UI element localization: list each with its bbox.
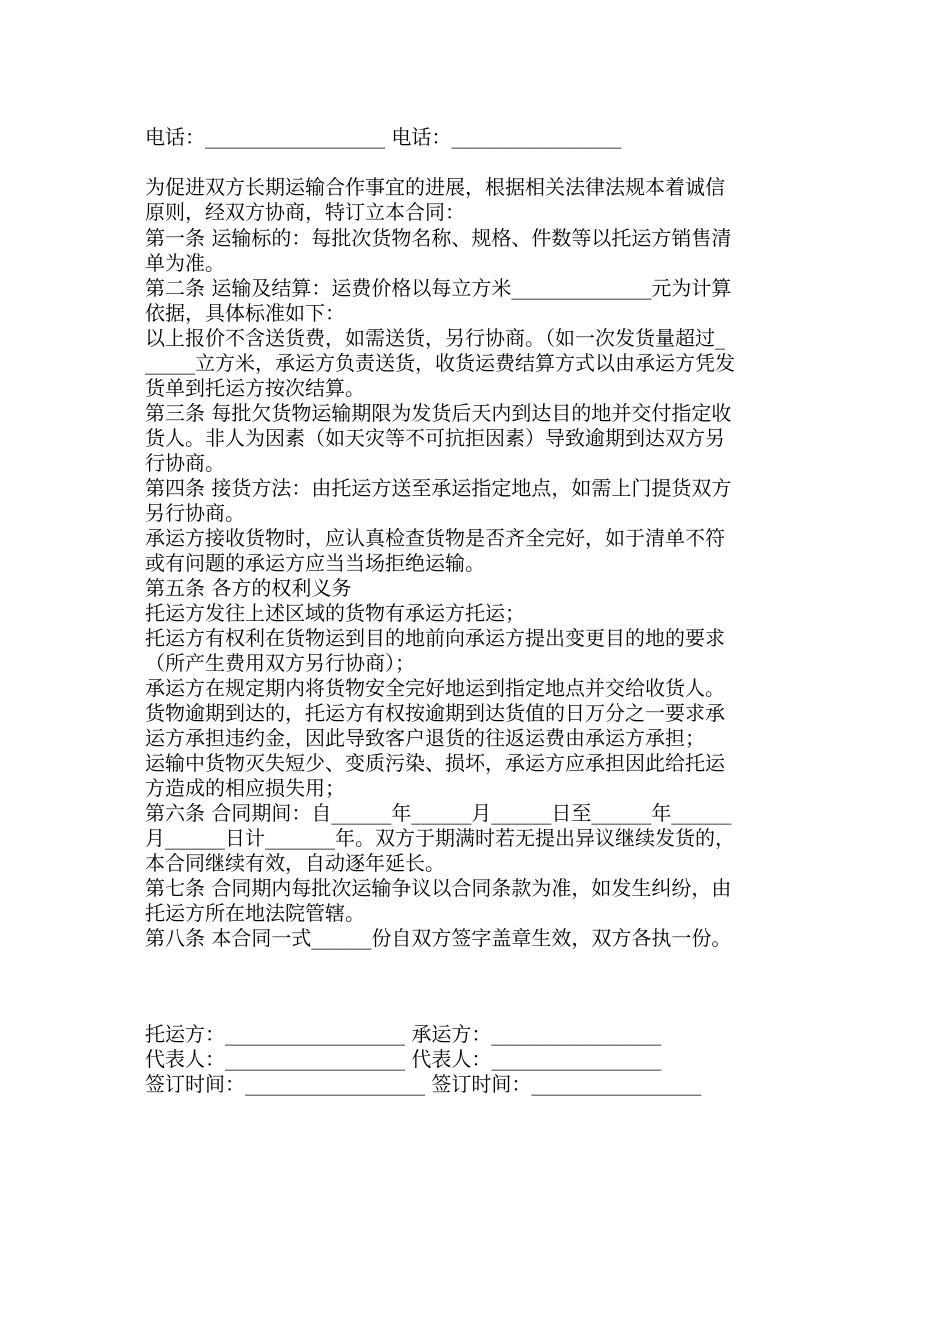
body-line: 货物逾期到达的，托运方有权按逾期到达货值的日万分之一要求承 [145, 701, 725, 725]
signature-line-representative: 代表人：__________________ 代表人：_________________ [145, 1047, 662, 1071]
body-line: 为促进双方长期运输合作事宜的进展，根据相关法律法规本着诚信 [145, 175, 725, 199]
body-line: 以上报价不含送货费，如需送货，另行协商。（如一次发货量超过_ [145, 326, 725, 350]
body-line: 承运方接收货物时，应认真检查货物是否齐全完好，如于清单不符 [145, 526, 725, 550]
header-phone-line: 电话：__________________ 电话：_________________ [145, 125, 622, 149]
body-line: 承运方在规定期内将货物安全完好地运到指定地点并交给收货人。 [145, 676, 725, 700]
body-line: 行协商。 [145, 451, 225, 475]
body-line: 托运方发往上述区域的货物有承运方托运； [145, 601, 525, 625]
body-line: 依据，具体标准如下： [145, 301, 345, 325]
body-line: 货人。非人为因素（如天灾等不可抗拒因素）导致逾期到达双方另 [145, 426, 725, 450]
body-line: 第三条 每批欠货物运输期限为发货后天内到达目的地并交付指定收 [145, 401, 732, 425]
body-line: 或有问题的承运方应当当场拒绝运输。 [145, 551, 485, 575]
body-line: 第一条 运输标的：每批次货物名称、规格、件数等以托运方销售清 [145, 226, 732, 250]
body-line: 单为准。 [145, 251, 225, 275]
body-line: 原则，经双方协商，特订立本合同： [145, 200, 465, 224]
body-line: 第四条 接货方法：由托运方送至承运指定地点，如需上门提货双方 [145, 476, 732, 500]
body-line: 第五条 各方的权利义务 [145, 576, 352, 600]
body-line: _____立方米，承运方负责送货，收货运费结算方式以由承运方凭发 [145, 351, 735, 375]
body-line: 月______日计_______年。双方于期满时若无提出异议继续发货的， [145, 826, 735, 850]
body-line: 货单到托运方按次结算。 [145, 376, 365, 400]
body-line: （所产生费用双方另行协商）； [145, 651, 415, 675]
body-line: 运输中货物灭失短少、变质污染、损坏，承运方应承担因此给托运 [145, 751, 725, 775]
body-line: 第七条 合同期内每批次运输争议以合同条款为准，如发生纠纷，由 [145, 876, 732, 900]
body-line: 另行协商。 [145, 501, 245, 525]
signature-line-consignor: 托运方：__________________ 承运方：_________________ [145, 1022, 662, 1046]
body-line: 方造成的相应损失用； [145, 776, 345, 800]
signature-line-date: 签订时间：__________________ 签订时间：_________________ [145, 1072, 702, 1096]
body-line: 运方承担违约金，因此导致客户退货的往返运费由承运方承担； [145, 726, 705, 750]
body-line: 第八条 本合同一式______份自双方签字盖章生效，双方各执一份。 [145, 926, 732, 950]
body-line: 托运方有权利在货物运到目的地前向承运方提出变更目的地的要求 [145, 626, 725, 650]
body-line: 本合同继续有效，自动逐年延长。 [145, 851, 445, 875]
body-line: 第六条 合同期间：自______年______月______日至______年______ [145, 801, 732, 825]
body-line: 托运方所在地法院管辖。 [145, 901, 365, 925]
body-line: 第二条 运输及结算：运费价格以每立方米______________元为计算 [145, 276, 732, 300]
